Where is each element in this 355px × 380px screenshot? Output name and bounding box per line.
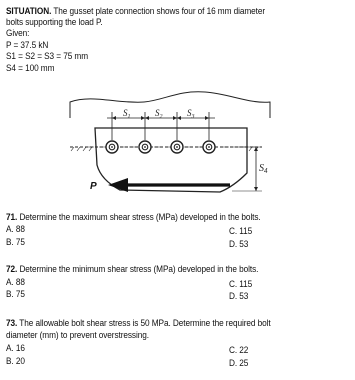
q73-choice-c: C. 22 (229, 345, 249, 356)
q71-choice-b: B. 75 (6, 237, 25, 248)
bolt-4 (203, 141, 215, 153)
bolt-3 (171, 141, 183, 153)
question-73 (6, 318, 271, 329)
q72-choice-d: D. 53 (229, 291, 249, 302)
situation-line-2: bolts supporting the load P. (6, 17, 103, 28)
question-73-text-2: diameter (mm) to prevent overstressing. (6, 330, 149, 341)
q71-choice-a: A. 88 (6, 224, 25, 235)
situation-text-1: The gusset plate connection shows four of 16 mm diameter (53, 6, 266, 17)
question-71-text: Determine the maximum shear stress (MPa) developed in the bolts. (19, 212, 261, 223)
given-p: P = 37.5 kN (6, 40, 49, 51)
given-label: Given: (6, 28, 30, 39)
question-73-number: 73. (6, 318, 18, 329)
q72-choice-c: C. 115 (229, 279, 253, 290)
label-s3: $S_3$ (187, 108, 195, 120)
q73-choice-a: A. 16 (6, 343, 25, 354)
q72-choice-b: B. 75 (6, 289, 25, 300)
question-73-text: The allowable bolt shear stress is 50 MPa. Determine the required bolt (19, 318, 271, 329)
given-s1-s3: S1 = S2 = S3 = 75 mm (6, 51, 88, 62)
question-72-text: Determine the minimum shear stress (MPa) developed in the bolts. (19, 264, 259, 275)
given-s4: S4 = 100 mm (6, 63, 55, 74)
q73-choice-b: B. 20 (6, 356, 25, 367)
q72-choice-a: A. 88 (6, 277, 25, 288)
label-p: P (90, 181, 97, 192)
label-s1: $S_1$ (123, 108, 131, 120)
question-72 (6, 264, 258, 275)
question-72-number: 72. (6, 264, 18, 275)
situation-label: SITUATION. (6, 6, 52, 17)
bolt-2 (139, 141, 151, 153)
bolt-1 (106, 141, 118, 153)
label-s2: $S_2$ (155, 108, 163, 120)
q71-choice-c: C. 115 (229, 226, 253, 237)
q73-choice-d: D. 25 (229, 358, 249, 369)
q71-choice-d: D. 53 (229, 239, 249, 250)
question-71-number: 71. (6, 212, 18, 223)
upper-member-outline (70, 92, 270, 118)
question-71 (6, 212, 261, 223)
label-s4: $S_4$ (259, 163, 268, 175)
